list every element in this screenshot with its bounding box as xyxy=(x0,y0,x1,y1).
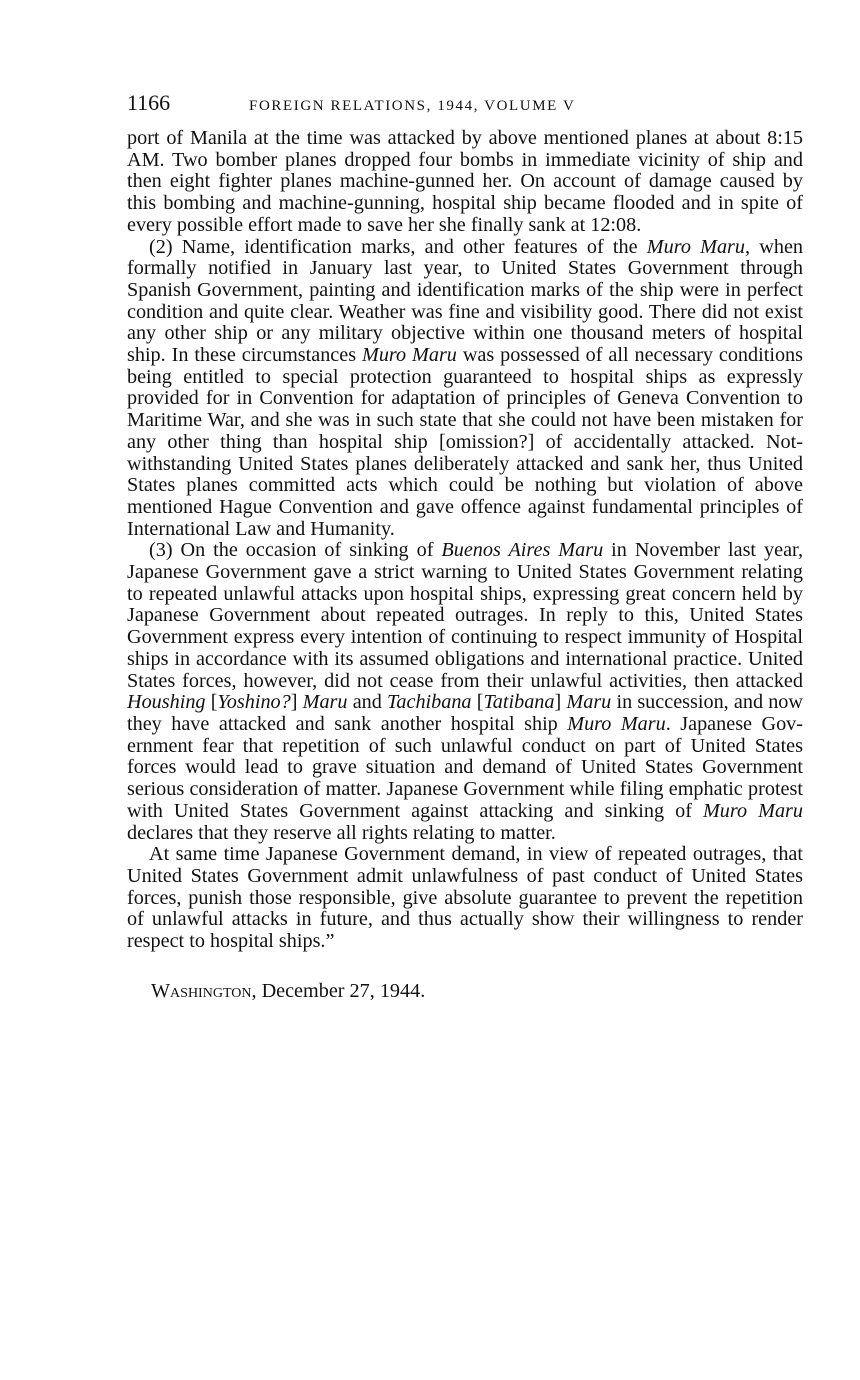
text-run: At same time Japanese Government demand, in view of repeated outrages, that United States Government admit unlawfulness of past conduct of United States forces, punish those responsible, give absolute guarantee to prevent the repetition of unlawful attacks in future, and thus actually show their willingness to render respect to hospital ships.” xyxy=(127,843,803,953)
text-run: (3) On the occasion of sinking of xyxy=(149,539,442,562)
italic-text: Maru xyxy=(566,691,612,714)
text-run: in November last year, Japanese Government gave a strict warning to United States Government relating to repeated unlawful attacks upon hospital ships, expressing great concern held by Japanese Government about repeated outrages. In reply to this, United States Government express every intention of continuing to respect immunity of Hospital ships in accordance with its assumed obligations and international practice. United States forces, however, did not cease from their unlawful activities, then attacked xyxy=(127,539,803,692)
italic-text: Muro Maru xyxy=(702,799,803,822)
dateline-place: Washington xyxy=(151,979,252,1002)
text-run: [ xyxy=(205,691,218,714)
dateline xyxy=(151,980,803,1003)
text-run: was possessed of all necessary conditions being entitled to special protection guaranteed to hospital ships as expressly provided for in Convention for adaptation of principles of Geneva Convention to Maritime War, and she was in such state that she could not have been mistaken for any other thing than hospital ship [omission?] of accidentally attacked. Notwithstanding United States planes deliberately attacked and sank her, thus United States planes committed acts which could be nothing but violation of above mentioned Hague Convention and gave offence against fundamental principles of International Law and Humanity. xyxy=(127,344,803,540)
paragraph xyxy=(127,540,803,844)
text-run: and xyxy=(347,691,388,714)
text-run: in succession, and now they have attacked and sank another hospital ship xyxy=(127,691,803,735)
italic-text: Maru xyxy=(302,691,348,714)
page-header xyxy=(127,90,803,128)
text-run: ] xyxy=(290,691,303,714)
italic-text: Muro Maru xyxy=(567,712,666,735)
italic-text: Tatibana xyxy=(483,691,555,714)
italic-text: Buenos Aires Maru xyxy=(441,539,604,562)
running-title: FOREIGN RELATIONS, 1944, VOLUME V xyxy=(249,98,576,114)
text-run: . Japanese Government fear that repetition of such unlawful conduct on part of United States forces would lead to grave situation and demand of United States Government serious consideration of matter. Japanese Government while filing emphatic protest with United States Government against attacking and sinking of xyxy=(127,712,803,822)
paragraph xyxy=(127,844,803,953)
body-text xyxy=(127,128,803,953)
paragraph xyxy=(127,128,803,237)
text-run: port of Manila at the time was attacked by above mentioned planes at about 8:15 AM. Two bomber planes dropped four bombs in immediate vicinity of ship and then eight fighter planes machine-gunned her. On account of damage caused by this bombing and machine-gunning, hospital ship became flooded and in spite of every possible effort made to save her she finally sank at 12:08. xyxy=(127,127,803,236)
italic-text: Tachibana xyxy=(387,691,472,714)
document-page xyxy=(127,90,803,1003)
text-run: (2) Name, identification marks, and other features of the xyxy=(149,235,647,258)
text-run: ] xyxy=(554,691,567,714)
italic-text: Yoshino? xyxy=(217,691,291,714)
italic-text: Muro Maru xyxy=(362,344,457,367)
dateline-date: , December 27, 1944. xyxy=(251,979,426,1002)
text-run: declares that they reserve all rights relating to matter. xyxy=(127,821,556,844)
italic-text: Houshing xyxy=(127,691,206,714)
text-run: [ xyxy=(471,691,484,714)
text-run: , when formally notified in January last year, to United States Government through Spanish Government, painting and identification marks of the ship were in perfect condition and quite clear. Weather was fine and visibility good. There did not exist any other ship or any military objective within one thousand meters of hospital ship. In these circumstances xyxy=(127,235,803,367)
page-number: 1166 xyxy=(127,90,171,115)
paragraph xyxy=(127,237,803,541)
italic-text: Muro Maru xyxy=(646,235,745,258)
